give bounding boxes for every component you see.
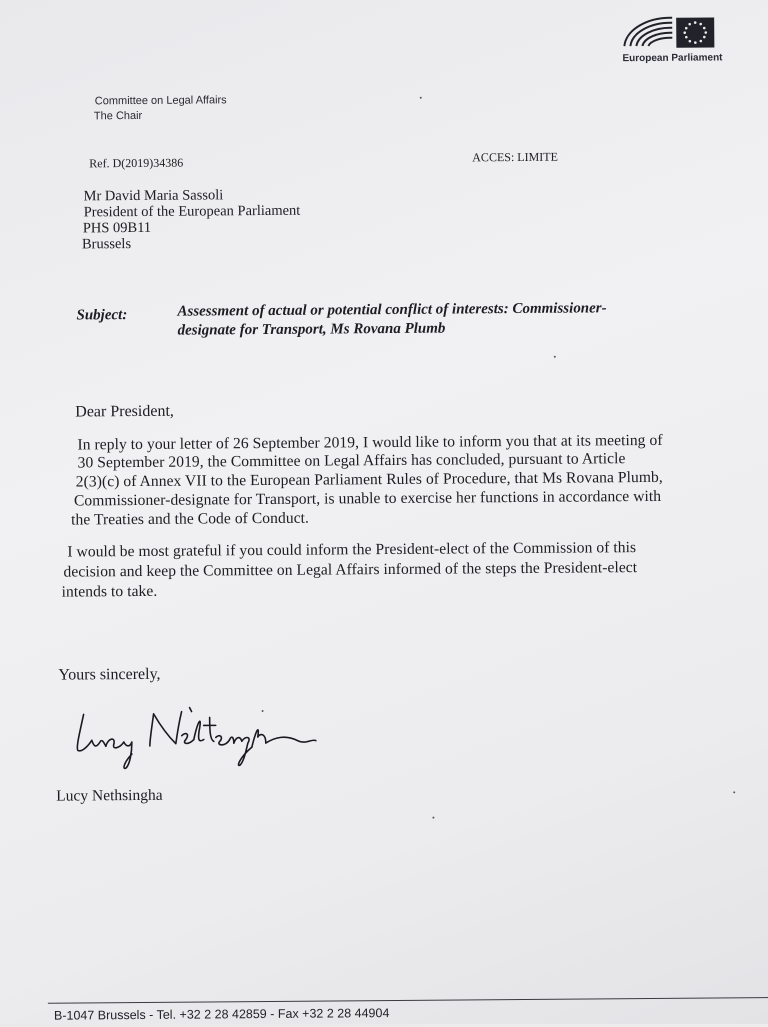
paper-speck [733,791,735,793]
addressee-city: Brussels [81,236,132,253]
paragraph-2-line: intends to take. [61,582,158,601]
paragraph-2-line: I would be most grateful if you could inform the President-elect of the Commission of this [67,539,637,561]
footer-divider [48,997,768,1004]
paper-speck [432,817,434,819]
paragraph-1-line: Commissioner-designate for Transport, is unable to exercise her functions in accordance with [73,487,662,510]
handwritten-signature [70,700,331,782]
paragraph-1-line: 30 September 2019, the Committee on Legal Affairs has concluded, pursuant to Article [77,450,626,472]
addressee-title: President of the European Parliament [83,202,301,221]
subject-line-2: designate for Transport, Ms Rovana Plumb [177,320,446,339]
closing-salutation: Yours sincerely, [58,665,161,684]
chair-role: The Chair [93,109,143,123]
paper-speck [420,97,422,99]
paper-speck [554,356,556,358]
paragraph-1-line: In reply to your letter of 26 September 2019, I would like to inform you that at its meeting of [77,431,663,454]
addressee-office: PHS 09B11 [82,219,152,237]
committee-name: Committee on Legal Affairs [94,94,227,108]
subject-line-1: Assessment of actual or potential conflict of interests: Commissioner- [177,300,607,320]
signer-name: Lucy Nethsingha [56,786,163,805]
footer-contact: B-1047 Brussels - Tel. +32 2 28 42859 - Fax +32 2 28 44904 [53,1006,390,1023]
paragraph-1-line: 2(3)(c) of Annex VII to the European Parliament Rules of Procedure, that Ms Rovana Plumb, [75,468,663,491]
addressee-name: Mr David Maria Sassoli [83,187,224,205]
paper-speck [262,710,264,712]
paragraph-2-line: decision and keep the Committee on Legal Affairs informed of the steps the President-elect [63,559,638,581]
paragraph-1-line: the Treaties and the Code of Conduct. [71,509,310,529]
access-level: ACCES: LIMITE [472,149,558,165]
reference-number: Ref. D(2019)34386 [89,155,184,171]
subject-label: Subject: [76,307,128,324]
institution-name: European Parliament [622,52,723,65]
greeting: Dear President, [75,402,174,421]
